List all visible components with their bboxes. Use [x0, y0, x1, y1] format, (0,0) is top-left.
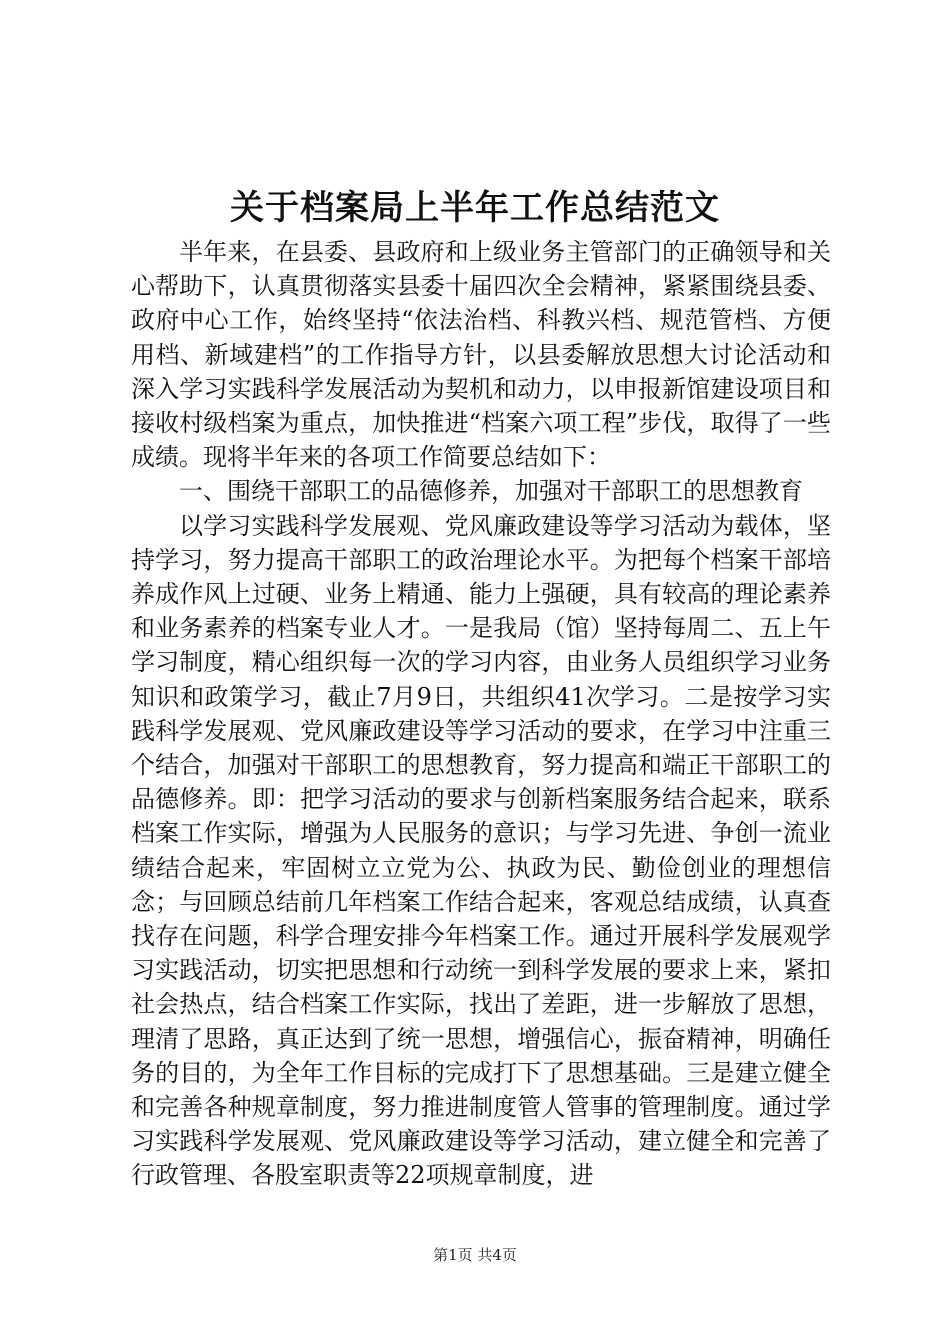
section-heading-1: 一、围绕干部职工的品德修养，加强对干部职工的思想教育: [179, 477, 803, 506]
document-body: [131, 235, 831, 1193]
page-footer: 第1页 共4页: [433, 1246, 517, 1264]
paragraph-section-1: 以学习实践科学发展观、党风廉政建设等学习活动为载体，坚持学习，努力提高干部职工的政治理论水平。为把每个档案干部培养成作风上过硬、业务上精通、能力上强硬，具有较高的理论素养和业务素养的档案专业人才。一是我局（馆）坚持每周二、五上午学习制度，精心组织每一次的学习内容，由业务人员组织学习业务知识和政策学习，截止7月9日，共组织41次学习。二是按学习实践科学发展观、党风廉政建设等学习活动的要求，在学习中注重三个结合，加强对干部职工的思想教育，努力提高和端正干部职工的品德修养。即：把学习活动的要求与创新档案服务结合起来，联系档案工作实际，增强为人民服务的意识；与学习先进、争创一流业绩结合起来，牢固树立立党为公、执政为民、勤俭创业的理想信念；与回顾总结前几年档案工作结合起来，客观总结成绩，认真查找存在问题，科学合理安排今年档案工作。通过开展科学发展观学习实践活动，切实把思想和行动统一到科学发展的要求上来，紧扣社会热点，结合档案工作实际，找出了差距，进一步解放了思想，理清了思路，真正达到了统一思想，增强信心，振奋精神，明确任务的目的，为全年工作目标的完成打下了思想基础。三是建立健全和完善各种规章制度，努力推进制度管人管事的管理制度。通过学习实践科学发展观、党风廉政建设等学习活动，建立健全和完善了行政管理、各股室职责等22项规章制度，进: [131, 511, 831, 1190]
document-title: 关于档案局上半年工作总结范文: [230, 188, 720, 228]
paragraph-intro: 半年来，在县委、县政府和上级业务主管部门的正确领导和关心帮助下，认真贯彻落实县委十届四次全会精神，紧紧围绕县委、政府中心工作，始终坚持“依法治档、科教兴档、规范管档、方便用档、新域建档”的工作指导方针，以县委解放思想大讨论活动和深入学习实践科学发展活动为契机和动力，以申报新馆建设项目和接收村级档案为重点，加快推进“档案六项工程”步伐，取得了一些成绩。现将半年来的各项工作简要总结如下：: [131, 238, 831, 472]
